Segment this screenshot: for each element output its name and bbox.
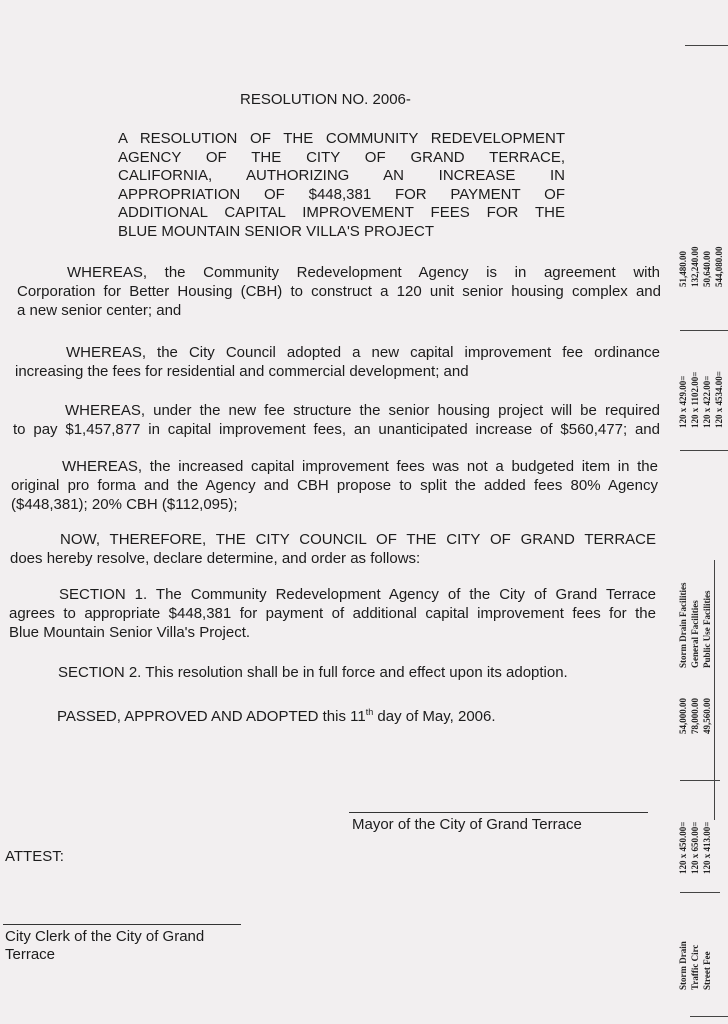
margin-calc: 120 x 429.00= [678, 375, 688, 428]
paragraph-line: agrees to appropriate $448,381 for payment of additional capital improvement fees for the [9, 605, 656, 622]
whereas-paragraph-2 [15, 343, 660, 381]
paragraph-line: Corporation for Better Housing (CBH) to construct a 120 unit senior housing complex and [17, 283, 661, 300]
margin-calc: 120 x 450.00= [678, 821, 688, 874]
passed-statement [57, 703, 657, 726]
paragraph-line: does hereby resolve, declare determine, and order as follows: [10, 550, 421, 567]
heading-line: ADDITIONAL CAPITAL IMPROVEMENT FEES FOR THE [118, 204, 565, 221]
paragraph-line: ($448,381); 20% CBH ($112,095); [11, 496, 238, 513]
paragraph-line: a new senior center; and [17, 302, 182, 319]
heading-line: A RESOLUTION OF THE COMMUNITY REDEVELOPMENT [118, 130, 565, 147]
paragraph-line: WHEREAS, the increased capital improvement fees was not a budgeted item in the [62, 458, 658, 475]
margin-calc: 120 x 413.00= [702, 821, 712, 874]
paragraph-line: SECTION 2. This resolution shall be in full force and effect upon its adoption. [58, 664, 568, 681]
margin-amount: 50,640.00 [702, 251, 712, 287]
margin-amount: 54,000.00 [678, 698, 688, 734]
margin-label: Traffic Circ [690, 944, 700, 990]
whereas-paragraph-4 [11, 457, 658, 514]
paragraph-line: NOW, THEREFORE, THE CITY COUNCIL OF THE CITY OF GRAND TERRACE [60, 531, 656, 548]
heading-line: APPROPRIATION OF $448,381 FOR PAYMENT OF [118, 185, 565, 203]
margin-label: Street Fee [702, 951, 712, 990]
paragraph-line: original pro forma and the Agency and CBH propose to split the added fees 80% Agency [11, 477, 658, 494]
margin-label: Public Use Facilities [702, 590, 712, 668]
passed-sup: th [365, 707, 374, 717]
margin-label: General Facilities [690, 600, 700, 668]
margin-amount: 49,560.00 [702, 698, 712, 734]
margin-label: Storm Drain [678, 941, 688, 990]
margin-amount: 78,000.00 [690, 698, 700, 734]
margin-rule [685, 45, 728, 46]
margin-label: Storm Drain Facilities [678, 582, 688, 668]
margin-rule [690, 1016, 728, 1017]
margin-calc: 120 x 422.00= [702, 375, 712, 428]
paragraph-line: WHEREAS, under the new fee structure the senior housing project will be required [65, 402, 660, 419]
clerk-label-line: City Clerk of the City of Grand [5, 928, 205, 945]
mayor-label: Mayor of the City of Grand Terrace [352, 816, 582, 833]
whereas-paragraph-3 [13, 401, 660, 439]
clerk-signature-line [3, 924, 241, 925]
paragraph-line: Blue Mountain Senior Villa's Project. [9, 624, 251, 641]
margin-rule [680, 892, 720, 893]
resolution-number: RESOLUTION NO. 2006- [240, 91, 411, 108]
margin-calc: 120 x 1102.00= [690, 371, 700, 428]
passed-prefix: PASSED, APPROVED AND ADOPTED this 11 [57, 708, 366, 725]
heading-line: CALIFORNIA, AUTHORIZING AN INCREASE IN [118, 167, 565, 184]
mayor-signature-line [349, 812, 648, 813]
heading-line: AGENCY OF THE CITY OF GRAND TERRACE, [118, 148, 565, 166]
paragraph-line: SECTION 1. The Community Redevelopment Agency of the City of Grand Terrace [59, 586, 656, 603]
resolution-heading [118, 130, 565, 241]
margin-rule [680, 330, 728, 331]
margin-calc: 120 x 4534.00= [714, 371, 724, 428]
margin-amount: 51,480.00 [678, 251, 688, 287]
margin-rule [714, 560, 715, 820]
section-2-paragraph [58, 663, 658, 682]
paragraph-line: to pay $1,457,877 in capital improvement fees, an unanticipated increase of $560,477; and [13, 421, 660, 438]
margin-amount: 544,080.00 [714, 246, 724, 287]
whereas-paragraph-1 [17, 263, 660, 320]
passed-suffix: day of May, 2006. [373, 708, 496, 725]
now-therefore-paragraph [10, 530, 656, 568]
paragraph-line: WHEREAS, the City Council adopted a new capital improvement fee ordinance [66, 344, 660, 361]
paragraph-line: WHEREAS, the Community Redevelopment Agency is in agreement with [67, 264, 660, 281]
margin-rule [680, 450, 728, 451]
clerk-label [5, 928, 204, 964]
attest-label: ATTEST: [5, 848, 64, 865]
margin-rule [680, 780, 720, 781]
heading-line: BLUE MOUNTAIN SENIOR VILLA'S PROJECT [118, 222, 434, 240]
paragraph-line: increasing the fees for residential and commercial development; and [15, 363, 469, 380]
margin-calc: 120 x 650.00= [690, 821, 700, 874]
section-1-paragraph [9, 585, 656, 642]
margin-amount: 132,240.00 [690, 246, 700, 287]
clerk-label-line: Terrace [5, 946, 56, 963]
